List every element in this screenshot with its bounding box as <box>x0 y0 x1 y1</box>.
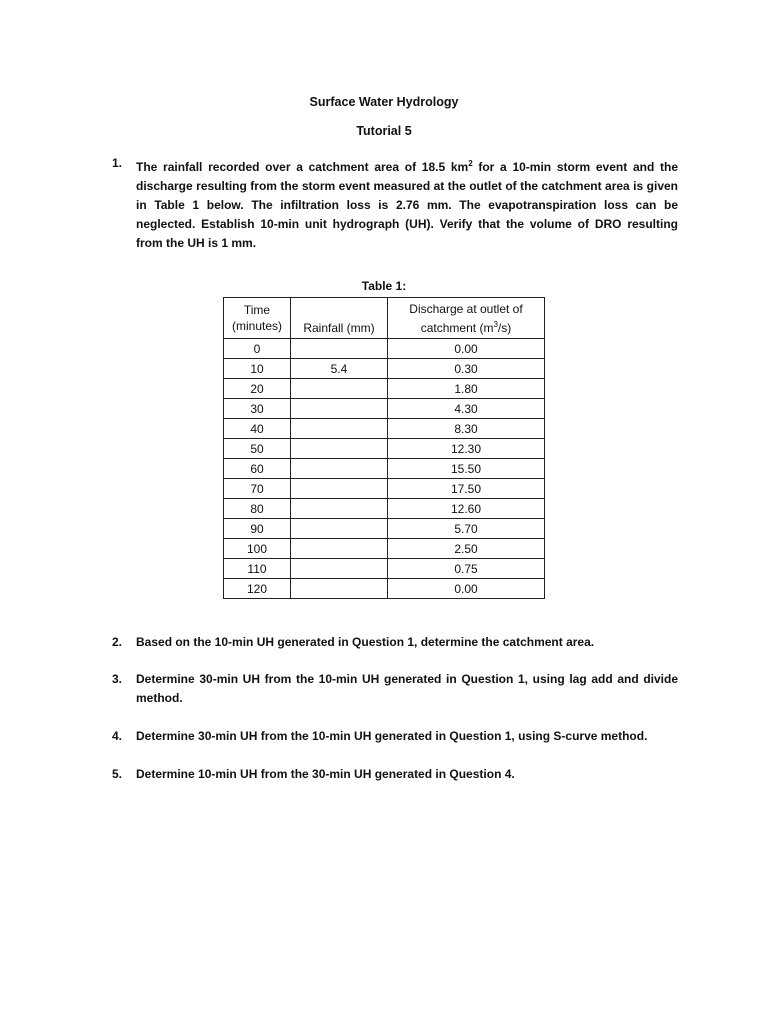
table-row <box>224 539 545 559</box>
question-1 <box>112 154 678 253</box>
question-number: 5. <box>112 767 123 781</box>
header-rainfall: Rainfall (mm) <box>291 298 388 339</box>
cell-discharge: 0.75 <box>388 559 545 579</box>
cell-time: 60 <box>224 459 291 479</box>
cell-discharge: 15.50 <box>388 459 545 479</box>
cell-time: 120 <box>224 579 291 599</box>
cell-discharge: 2.50 <box>388 539 545 559</box>
cell-time: 50 <box>224 439 291 459</box>
table-row <box>224 499 545 519</box>
cell-rainfall <box>291 479 388 499</box>
cell-time: 40 <box>224 419 291 439</box>
cell-discharge: 4.30 <box>388 399 545 419</box>
cell-rainfall <box>291 499 388 519</box>
cell-rainfall <box>291 459 388 479</box>
table-row <box>224 559 545 579</box>
cell-rainfall <box>291 419 388 439</box>
question-text: Based on the 10-min UH generated in Question 1, determine the catchment area. <box>136 635 595 649</box>
cell-rainfall <box>291 439 388 459</box>
table-row <box>224 379 545 399</box>
cell-rainfall: 5.4 <box>291 359 388 379</box>
cell-discharge: 0.30 <box>388 359 545 379</box>
question-4 <box>112 727 678 746</box>
question-text: Determine 30-min UH from the 10-min UH generated in Question 1, using S-curve method. <box>136 729 648 743</box>
cell-discharge: 12.30 <box>388 439 545 459</box>
cell-discharge: 5.70 <box>388 519 545 539</box>
table-row <box>224 399 545 419</box>
table-caption: Table 1: <box>361 279 407 293</box>
cell-rainfall <box>291 339 388 359</box>
cell-rainfall <box>291 559 388 579</box>
question-text: Determine 10-min UH from the 30-min UH generated in Question 4. <box>136 767 515 781</box>
table-row <box>224 419 545 439</box>
cell-time: 80 <box>224 499 291 519</box>
table-row <box>224 339 545 359</box>
table-row <box>224 359 545 379</box>
question-number: 4. <box>112 729 123 743</box>
question-text-part: The rainfall recorded over a catchment area of 18.5 km <box>136 160 469 174</box>
cell-rainfall <box>291 539 388 559</box>
cell-discharge: 17.50 <box>388 479 545 499</box>
table-row <box>224 459 545 479</box>
cell-rainfall <box>291 399 388 419</box>
header-discharge <box>388 298 545 339</box>
question-number: 3. <box>112 672 123 686</box>
document-subtitle: Tutorial 5 <box>356 124 412 138</box>
cell-discharge: 1.80 <box>388 379 545 399</box>
document-title: Surface Water Hydrology <box>309 95 459 109</box>
header-time <box>224 298 291 339</box>
question-text-part: for a 10-min storm event and the discharge resulting from the storm event measured at the outlet of the catchment area is given in Table 1 below. The infiltration loss is 2.76 mm. The evapotranspiration loss can be neglected. Establish 10-min unit hydrograph (UH). Verify that the volume of DRO resulting from the UH is 1 mm. <box>136 160 678 250</box>
cell-discharge: 0.00 <box>388 579 545 599</box>
cell-time: 110 <box>224 559 291 579</box>
question-number: 1. <box>112 156 123 170</box>
header-time-line1: Time <box>243 303 271 317</box>
question-3 <box>112 670 678 708</box>
question-number: 2. <box>112 635 123 649</box>
table-body <box>224 339 545 599</box>
cell-time: 90 <box>224 519 291 539</box>
header-discharge-line2 <box>388 317 544 336</box>
data-table <box>223 297 545 599</box>
cell-rainfall <box>291 519 388 539</box>
cell-time: 20 <box>224 379 291 399</box>
table-row <box>224 439 545 459</box>
cell-time: 100 <box>224 539 291 559</box>
cell-time: 0 <box>224 339 291 359</box>
superscript: 2 <box>468 159 473 168</box>
cell-time: 30 <box>224 399 291 419</box>
table-row <box>224 479 545 499</box>
table-row <box>224 579 545 599</box>
header-discharge-part: /s) <box>497 320 512 335</box>
header-discharge-line1: Discharge at outlet of <box>409 301 523 316</box>
question-text: Determine 30-min UH from the 10-min UH generated in Question 1, using lag add and divide method. <box>136 672 678 705</box>
question-text <box>136 154 678 253</box>
superscript: 3 <box>493 319 498 329</box>
table-row <box>224 519 545 539</box>
cell-discharge: 12.60 <box>388 499 545 519</box>
cell-discharge: 0.00 <box>388 339 545 359</box>
header-discharge-part: catchment (m <box>420 320 494 335</box>
table-header-row <box>224 298 545 339</box>
question-5 <box>112 765 678 784</box>
question-2 <box>112 633 678 652</box>
cell-rainfall <box>291 579 388 599</box>
cell-time: 70 <box>224 479 291 499</box>
cell-time: 10 <box>224 359 291 379</box>
cell-rainfall <box>291 379 388 399</box>
cell-discharge: 8.30 <box>388 419 545 439</box>
header-time-line2: (minutes) <box>231 319 282 333</box>
